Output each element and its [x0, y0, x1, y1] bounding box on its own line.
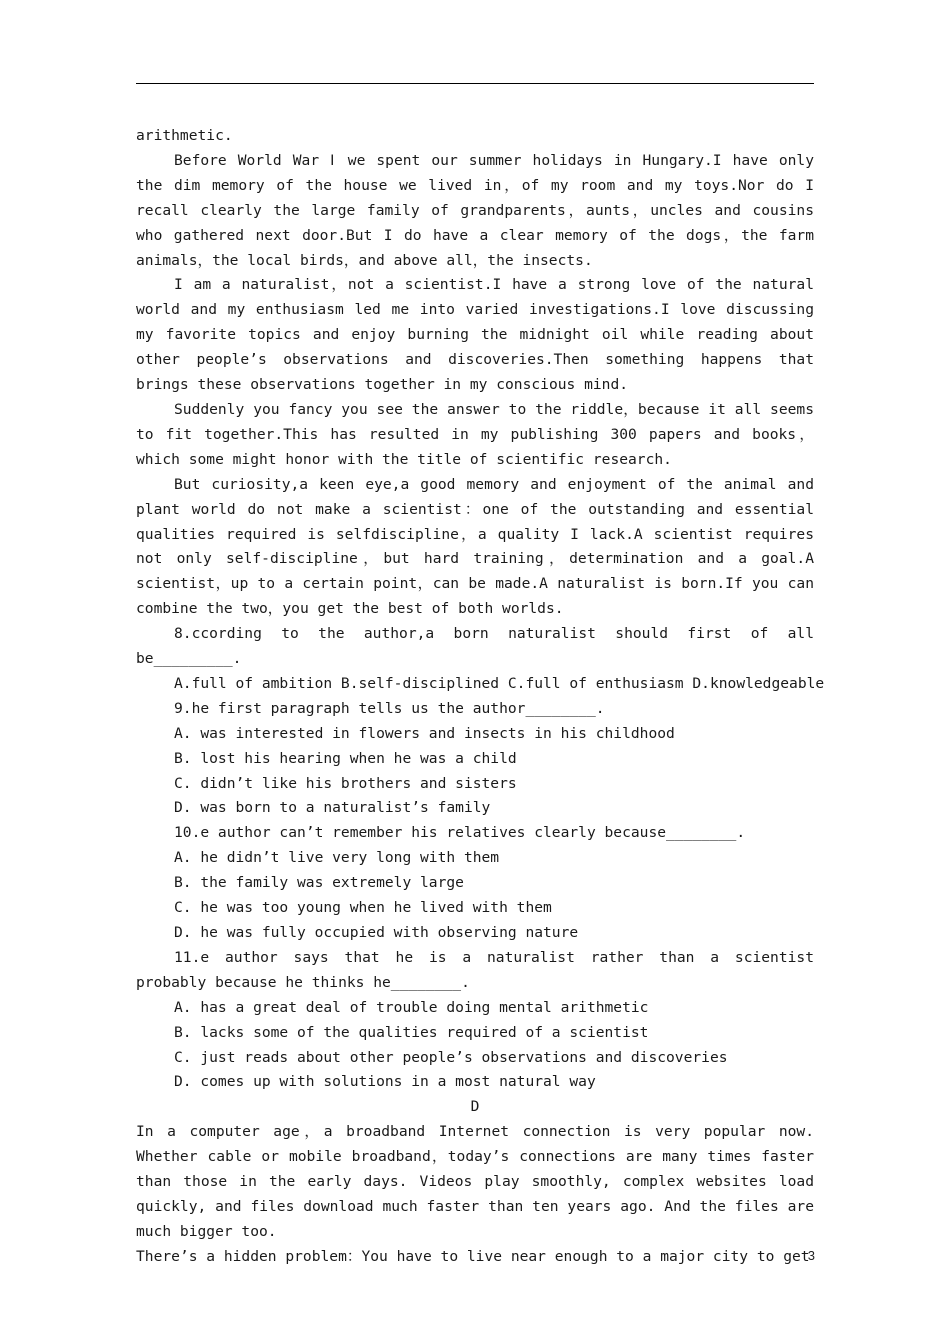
question-option: C. just reads about other people’s observations and discoveries	[174, 1048, 728, 1066]
question-option: D. comes up with solutions in a most natural way	[174, 1073, 596, 1091]
page-number: 3	[807, 1248, 815, 1263]
question-option: A.full of ambition B.self-disciplined C.full of enthusiasm D.knowledgeable	[174, 674, 825, 692]
question-stem: 11.e author says that he is a naturalist rather than a scientist probably because he thinks he________.	[136, 948, 814, 991]
question-stem: 8.ccording to the author,a born naturalist should first of all be_________.	[136, 625, 814, 668]
question-option: C. didn’t like his brothers and sisters	[174, 774, 517, 792]
question-option: A. has a great deal of trouble doing mental arithmetic	[174, 998, 649, 1016]
header-rule	[136, 83, 814, 84]
paragraph: In a computer age，a broadband Internet connection is very popular now. Whether cable or mobile broadband，today’s connections are many times faster than those in the early days. Videos play smoothly, complex websites load quickly, and files download much faster than ten years ago. And the files are much bigger too.	[136, 1123, 814, 1240]
question-option: D. was born to a naturalist’s family	[174, 799, 491, 817]
page-body	[136, 124, 825, 1270]
question-stem: 10.e author can’t remember his relatives clearly because________.	[174, 824, 746, 842]
paragraph: There’s a hidden problem：You have to live near enough to a major city to get	[136, 1247, 810, 1265]
question-option: B. the family was extremely large	[174, 874, 464, 892]
question-option: A. he didn’t live very long with them	[174, 849, 500, 867]
question-stem: 9.he first paragraph tells us the author________.	[174, 699, 605, 717]
paragraph-continuation: arithmetic.	[136, 127, 233, 144]
paragraph: But curiosity,a keen eye,a good memory and enjoyment of the animal and plant world do not make a scientist：one of the outstanding and essential qualities required is selfdiscipline，a quality I lack.A scientist requires not only self-discipline，but hard training，determination and a goal.A scientist，up to a certain point，can be made.A naturalist is born.If you can combine the two，you get the best of both worlds.	[136, 475, 814, 618]
paragraph: Suddenly you fancy you see the answer to the riddle，because it all seems to fit together.This has resulted in my publishing 300 papers and books，which some might honor with the title of scientific research.	[136, 400, 814, 468]
question-option: B. lacks some of the qualities required of a scientist	[174, 1023, 649, 1041]
question-option: D. he was fully occupied with observing nature	[174, 924, 579, 941]
question-option: B. lost his hearing when he was a child	[174, 749, 517, 767]
question-option: C. he was too young when he lived with them	[174, 899, 552, 917]
question-option: A. was interested in flowers and insects in his childhood	[174, 724, 675, 742]
paragraph: I am a naturalist，not a scientist.I have a strong love of the natural world and my enthusiasm led me into varied investigations.I love discussing my favorite topics and enjoy burning the midnight oil while reading about other people’s observations and discoveries.Then something happens that brings these observations together in my conscious mind.	[136, 276, 814, 394]
section-heading: D	[470, 1098, 480, 1116]
paragraph: Before World War Ⅰ we spent our summer holidays in Hungary.I have only the dim memory of the house we lived in，of my room and my toys.Nor do I recall clearly the large family of grandparents，aunts，uncles and cousins who gathered next door.But I do have a clear memory of the dogs，the farm animals，the local birds，and above all，the insects.	[136, 151, 814, 269]
